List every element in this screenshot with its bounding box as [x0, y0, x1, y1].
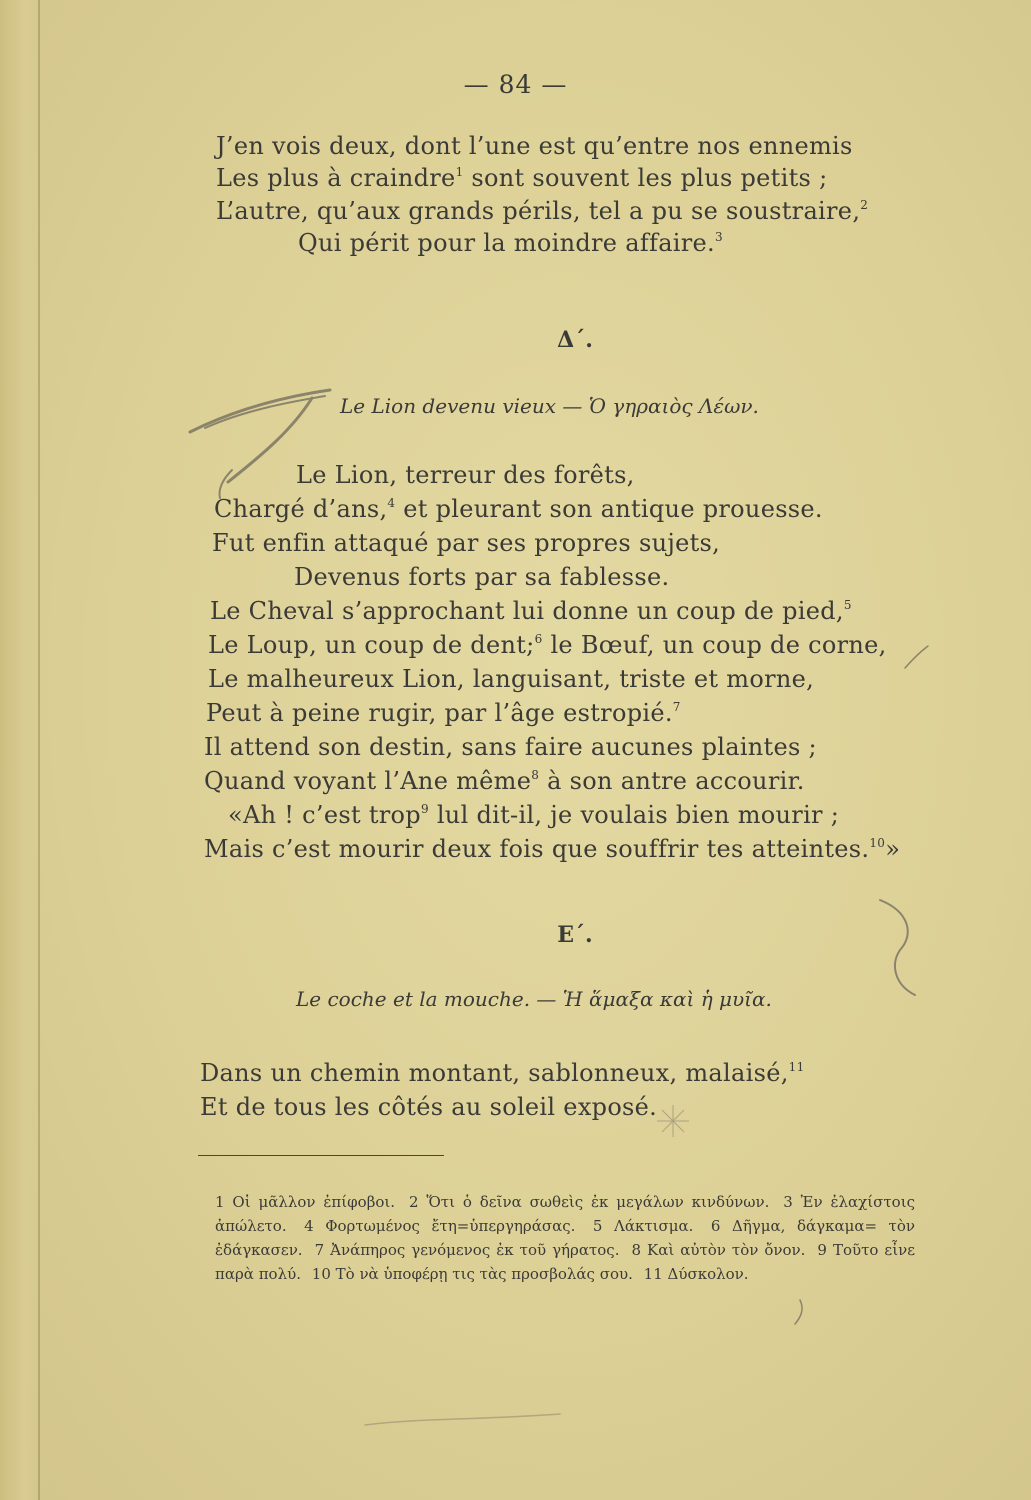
- footnotes: [215, 1190, 915, 1286]
- verse-line: Le Lion, terreur des forêts,: [296, 461, 635, 489]
- verse-line: «Ah ! c’est trop$^9$ lul dit-il, je voulais bien mourir ;: [228, 801, 840, 829]
- verse-line: Le Cheval s’approchant lui donne un coup de pied,$^5$: [210, 597, 852, 625]
- page-fold-line: [38, 0, 40, 1500]
- verse-line: Et de tous les côtés au soleil exposé.: [200, 1093, 658, 1121]
- footnote-divider: [198, 1155, 444, 1156]
- footnote: 7 Ἀνάπηρος γενόμενος ἐκ τοῦ γήρατος.: [314, 1241, 620, 1259]
- fable-title-lion: Le Lion devenu vieux — Ὁ γηραιὸς Λέων.: [340, 394, 759, 418]
- verse-line: Peut à peine rugir, par l’âge estropié.$^7$: [206, 699, 681, 727]
- verse-line: Qui périt pour la moindre affaire.$^3$: [298, 229, 723, 257]
- verse-line: Le malheureux Lion, languisant, triste et morne,: [208, 665, 815, 693]
- verse-line: J’en vois deux, dont l’une est qu’entre nos ennemis: [216, 132, 853, 160]
- footnote: 1 Οἱ μᾶλλον ἐπίφοβοι.: [215, 1193, 396, 1211]
- verse-line: Chargé d’ans,$^4$ et pleurant son antique prouesse.: [214, 495, 823, 523]
- footnote: 6 Δῆγμα, δάγκαμα= τὸν ἐδάγκασεν.: [215, 1217, 915, 1259]
- verse-line: Mais c’est mourir deux fois que souffrir tes atteintes.$^{10}$»: [204, 835, 901, 863]
- section-heading-delta: Δ΄.: [557, 327, 593, 353]
- page-left-edge: [0, 0, 42, 1500]
- footnote: 4 Φορτωμένος ἔτη=ὑπεργηράσας.: [304, 1217, 576, 1235]
- footnote: 8 Καὶ αὐτὸν τὸν ὄνον.: [631, 1241, 806, 1259]
- section-heading-epsilon: E΄.: [557, 922, 593, 948]
- verse-line: L’autre, qu’aux grands périls, tel a pu se soustraire,$^2$: [216, 197, 869, 225]
- verse-line: Les plus à craindre$^1$ sont souvent les plus petits ;: [216, 164, 828, 192]
- page-number: — 84 —: [463, 70, 568, 99]
- verse-line: Fut enfin attaqué par ses propres sujets,: [212, 529, 721, 557]
- verse-line: Le Loup, un coup de dent;$^6$ le Bœuf, un coup de corne,: [208, 631, 887, 659]
- verse-line: Il attend son destin, sans faire aucunes plaintes ;: [204, 733, 817, 761]
- verse-line: Devenus forts par sa fablesse.: [294, 563, 670, 591]
- footnote: 9 Τοῦτο εἶνε παρὰ πολύ.: [215, 1241, 915, 1283]
- fable-title-coche: Le coche et la mouche. — Ἡ ἅμαξα καὶ ἡ μυῖα.: [296, 987, 772, 1011]
- footnote: 5 Λάκτισμα.: [592, 1217, 694, 1235]
- verse-line: Quand voyant l’Ane même$^8$ à son antre accourir.: [204, 767, 805, 795]
- footnote: 2 Ὅτι ὁ δεῖνα σωθεὶς ἐκ μεγάλων κινδύνων.: [408, 1193, 770, 1211]
- footnote: 3 Ἐν ἐλαχίστοις ἀπώλετο.: [215, 1193, 915, 1235]
- verse-line: Dans un chemin montant, sablonneux, malaisé,$^{11}$: [200, 1059, 805, 1087]
- footnote: 10 Τὸ νὰ ὑποφέρῃ τις τὰς προσβολάς σου.: [311, 1265, 633, 1283]
- footnote: 11 Δύσκολον.: [643, 1265, 749, 1283]
